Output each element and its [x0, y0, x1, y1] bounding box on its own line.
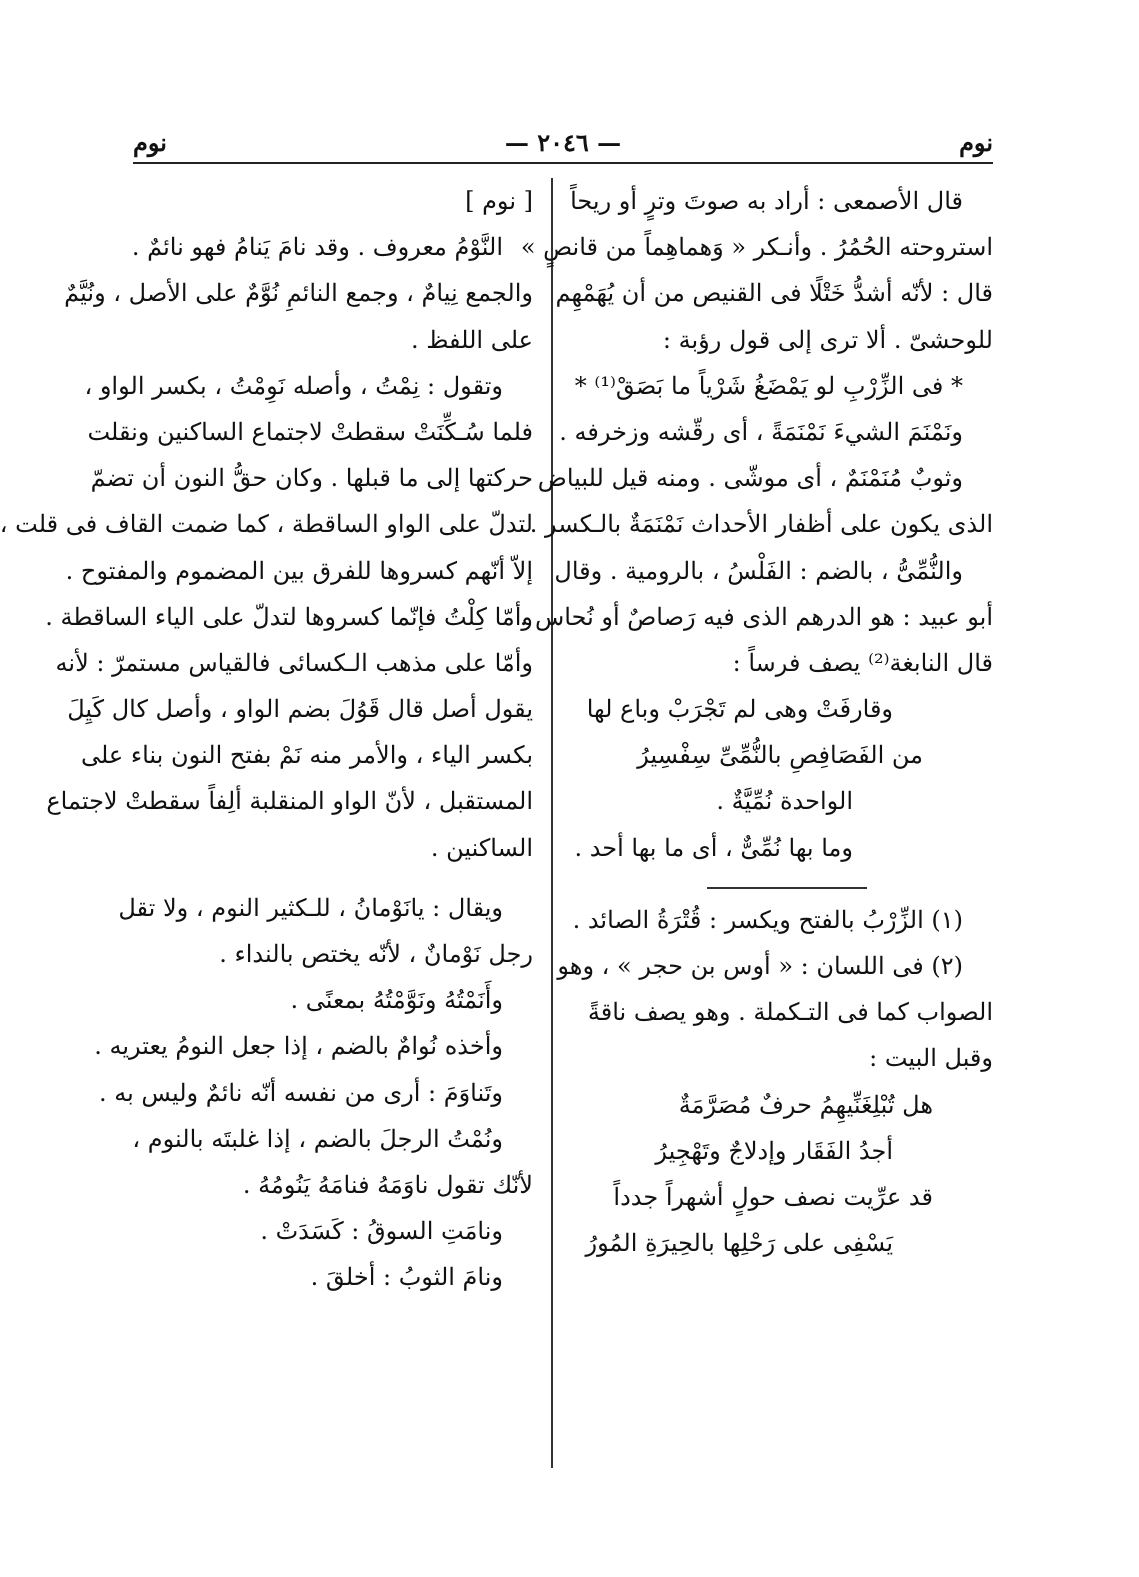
text-line: المستقبل ، لأنّ الواو المنقلبة ألِفاً سقطتْ لاجتماع — [46, 787, 533, 816]
text-line: استروحته الحُمُرُ . وأنـكر « وَهماهِماً من قانصٍ » — [520, 233, 993, 262]
paragraph-spacer — [133, 871, 533, 885]
text-line: لتدلّ على الواو الساقطة ، كما ضمت القاف فى قلت ، — [0, 510, 533, 539]
text-line: ويقال : يانَوْمانُ ، للـكثير النوم ، ولا تقل — [118, 893, 503, 922]
text-line: على اللفظ . — [410, 325, 533, 354]
page-number: — ٢٠٤٦ — — [504, 128, 622, 157]
footnote-verse-line: أجدُ الفَقَار وإدلاجٌ وتَهْجِيرُ — [655, 1136, 893, 1165]
verse-line: وقارفَتْ وهى لم تَجْرَبْ وباع لها — [586, 695, 893, 724]
text-line: الذى يكون على أظفار الأحداث نَمْنَمَةٌ بالـكسر . — [529, 510, 993, 539]
right-column — [519, 178, 993, 1266]
footnote-line: (٢) فى اللسان : « أوس بن حجر » ، وهو — [557, 952, 963, 980]
text-line: الساكنين . — [430, 833, 533, 862]
text-line: بكسر الياء ، والأمر منه نَمْ بفتح النون بناء على — [80, 741, 533, 770]
footnote-rule — [707, 887, 867, 889]
text-line: قال النابغة⁽²⁾ يصف فرساً : — [732, 648, 993, 677]
header-rule — [133, 162, 993, 164]
text-line: النَّوْمُ معروف . وقد نامَ يَنامُ فهو نائمٌ . — [131, 233, 503, 262]
text-line: وتَناوَمَ : أرى من نفسه أنّه نائمٌ وليس به . — [98, 1078, 503, 1107]
text-line: وأمّا على مذهب الـكسائى فالقياس مستمرّ : لأنه — [55, 648, 533, 677]
page-header — [133, 128, 993, 164]
header-headword-left: نوم — [133, 128, 167, 157]
text-line: ونامَ الثوبُ : أخلقَ . — [310, 1263, 503, 1292]
text-line: وأخذه نُوامٌ بالضم ، إذا جعل النومُ يعتريه . — [94, 1032, 503, 1061]
text-line: والجمع نِيامٌ ، وجمع النائمِ نُوَّمٌ على الأصل ، ونُيَّمٌ — [64, 279, 533, 308]
left-column — [0, 178, 533, 1301]
text-line: يقول أصل قال قَوُلَ بضم الواو ، وأصل كال كَيِلَ — [67, 695, 533, 724]
text-line: إلاّ أنّهم كسروها للفرق بين المضموم والمفتوح . — [65, 556, 533, 585]
text-line: وأَنَمْتُهُ ونَوَّمْتُهُ بمعنًى . — [290, 986, 503, 1015]
text-line: وأمّا كِلْتُ فإنّما كسروها لتدلّ على الياء الساقطة . — [45, 602, 533, 631]
footnote-line: (١) الزِّرْبُ بالفتح ويكسر : قُتْرَةُ الصائد . — [572, 905, 963, 934]
footnote-line: الصواب كما فى التـكملة . وهو يصف ناقةً — [587, 998, 993, 1027]
entry-title: [ نوم ] — [465, 187, 533, 215]
text-line: وتقول : نِمْتُ ، وأصله نَوِمْتُ ، بكسر الواو ، — [84, 371, 503, 400]
header-headword-right: نوم — [959, 128, 993, 157]
text-line: ونُمْتُ الرجلَ بالضم ، إذا غلبتَه بالنوم ، — [132, 1124, 503, 1153]
text-line: الواحدة نُمِّيَّةٌ . — [716, 787, 853, 816]
column-divider — [551, 178, 553, 1468]
text-line: قال الأصمعى : أراد به صوتَ وترٍ أو ريحاً — [570, 187, 963, 215]
footnote-line: وقبل البيت : — [869, 1044, 993, 1073]
text-line: أبو عبيد : هو الدرهم الذى فيه رَصاصٌ أو نُحاس . — [519, 602, 993, 631]
text-line: حركتها إلى ما قبلها . وكان حقُّ النون أن تضمّ — [90, 464, 533, 493]
text-line: وثوبٌ مُنَمْنَمٌ ، أى موشّى . ومنه قيل للبياض — [537, 464, 963, 493]
text-line: للوحشىّ . ألا ترى إلى قول رؤبة : — [662, 325, 993, 354]
footnote-verse-line: يَسْفِى على رَحْلِها بالحِيرَةِ المُورُ — [585, 1229, 893, 1258]
text-line: والنُّمِّىُّ ، بالضم : الفَلْسُ ، بالرومية . وقال — [554, 556, 963, 585]
text-line: وما بها نُمِّىٌّ ، أى ما بها أحد . — [574, 833, 853, 862]
text-line: فلما سُـكِّنَتْ سقطتْ لاجتماع الساكنين ونقلت — [87, 417, 533, 446]
text-line: ونَمْنَمَ الشيءَ نَمْنَمَةً ، أى رقّشه وزخرفه . — [559, 417, 963, 446]
verse-line: من الفَصَافِصِ بالنُّمِّىِّ سِفْسِيرُ — [637, 741, 923, 770]
text-line: قال : لأنّه أشدُّ خَتْلًا فى القنيص من أن يُهَمْهِم — [555, 279, 993, 308]
text-line: ونامَتِ السوقُ : كَسَدَتْ . — [260, 1217, 503, 1246]
text-line: لأنّك تقول ناوَمَهُ فنامَهُ يَنُومُهُ . — [242, 1170, 533, 1199]
footnote-verse-line: قد عرِّيت نصف حولٍ أشهراً جدداً — [613, 1182, 933, 1211]
verse-line: * فى الزِّرْبِ لو يَمْضَغُ شَرْياً ما بَصَقْ⁽¹⁾ * — [574, 371, 963, 400]
text-line: رجل نَوْمانٌ ، لأنّه يختص بالنداء . — [219, 940, 533, 968]
footnote-verse-line: هل تُبْلِغَنِّيهِمُ حرفٌ مُصَرَّمَةٌ — [678, 1090, 933, 1119]
